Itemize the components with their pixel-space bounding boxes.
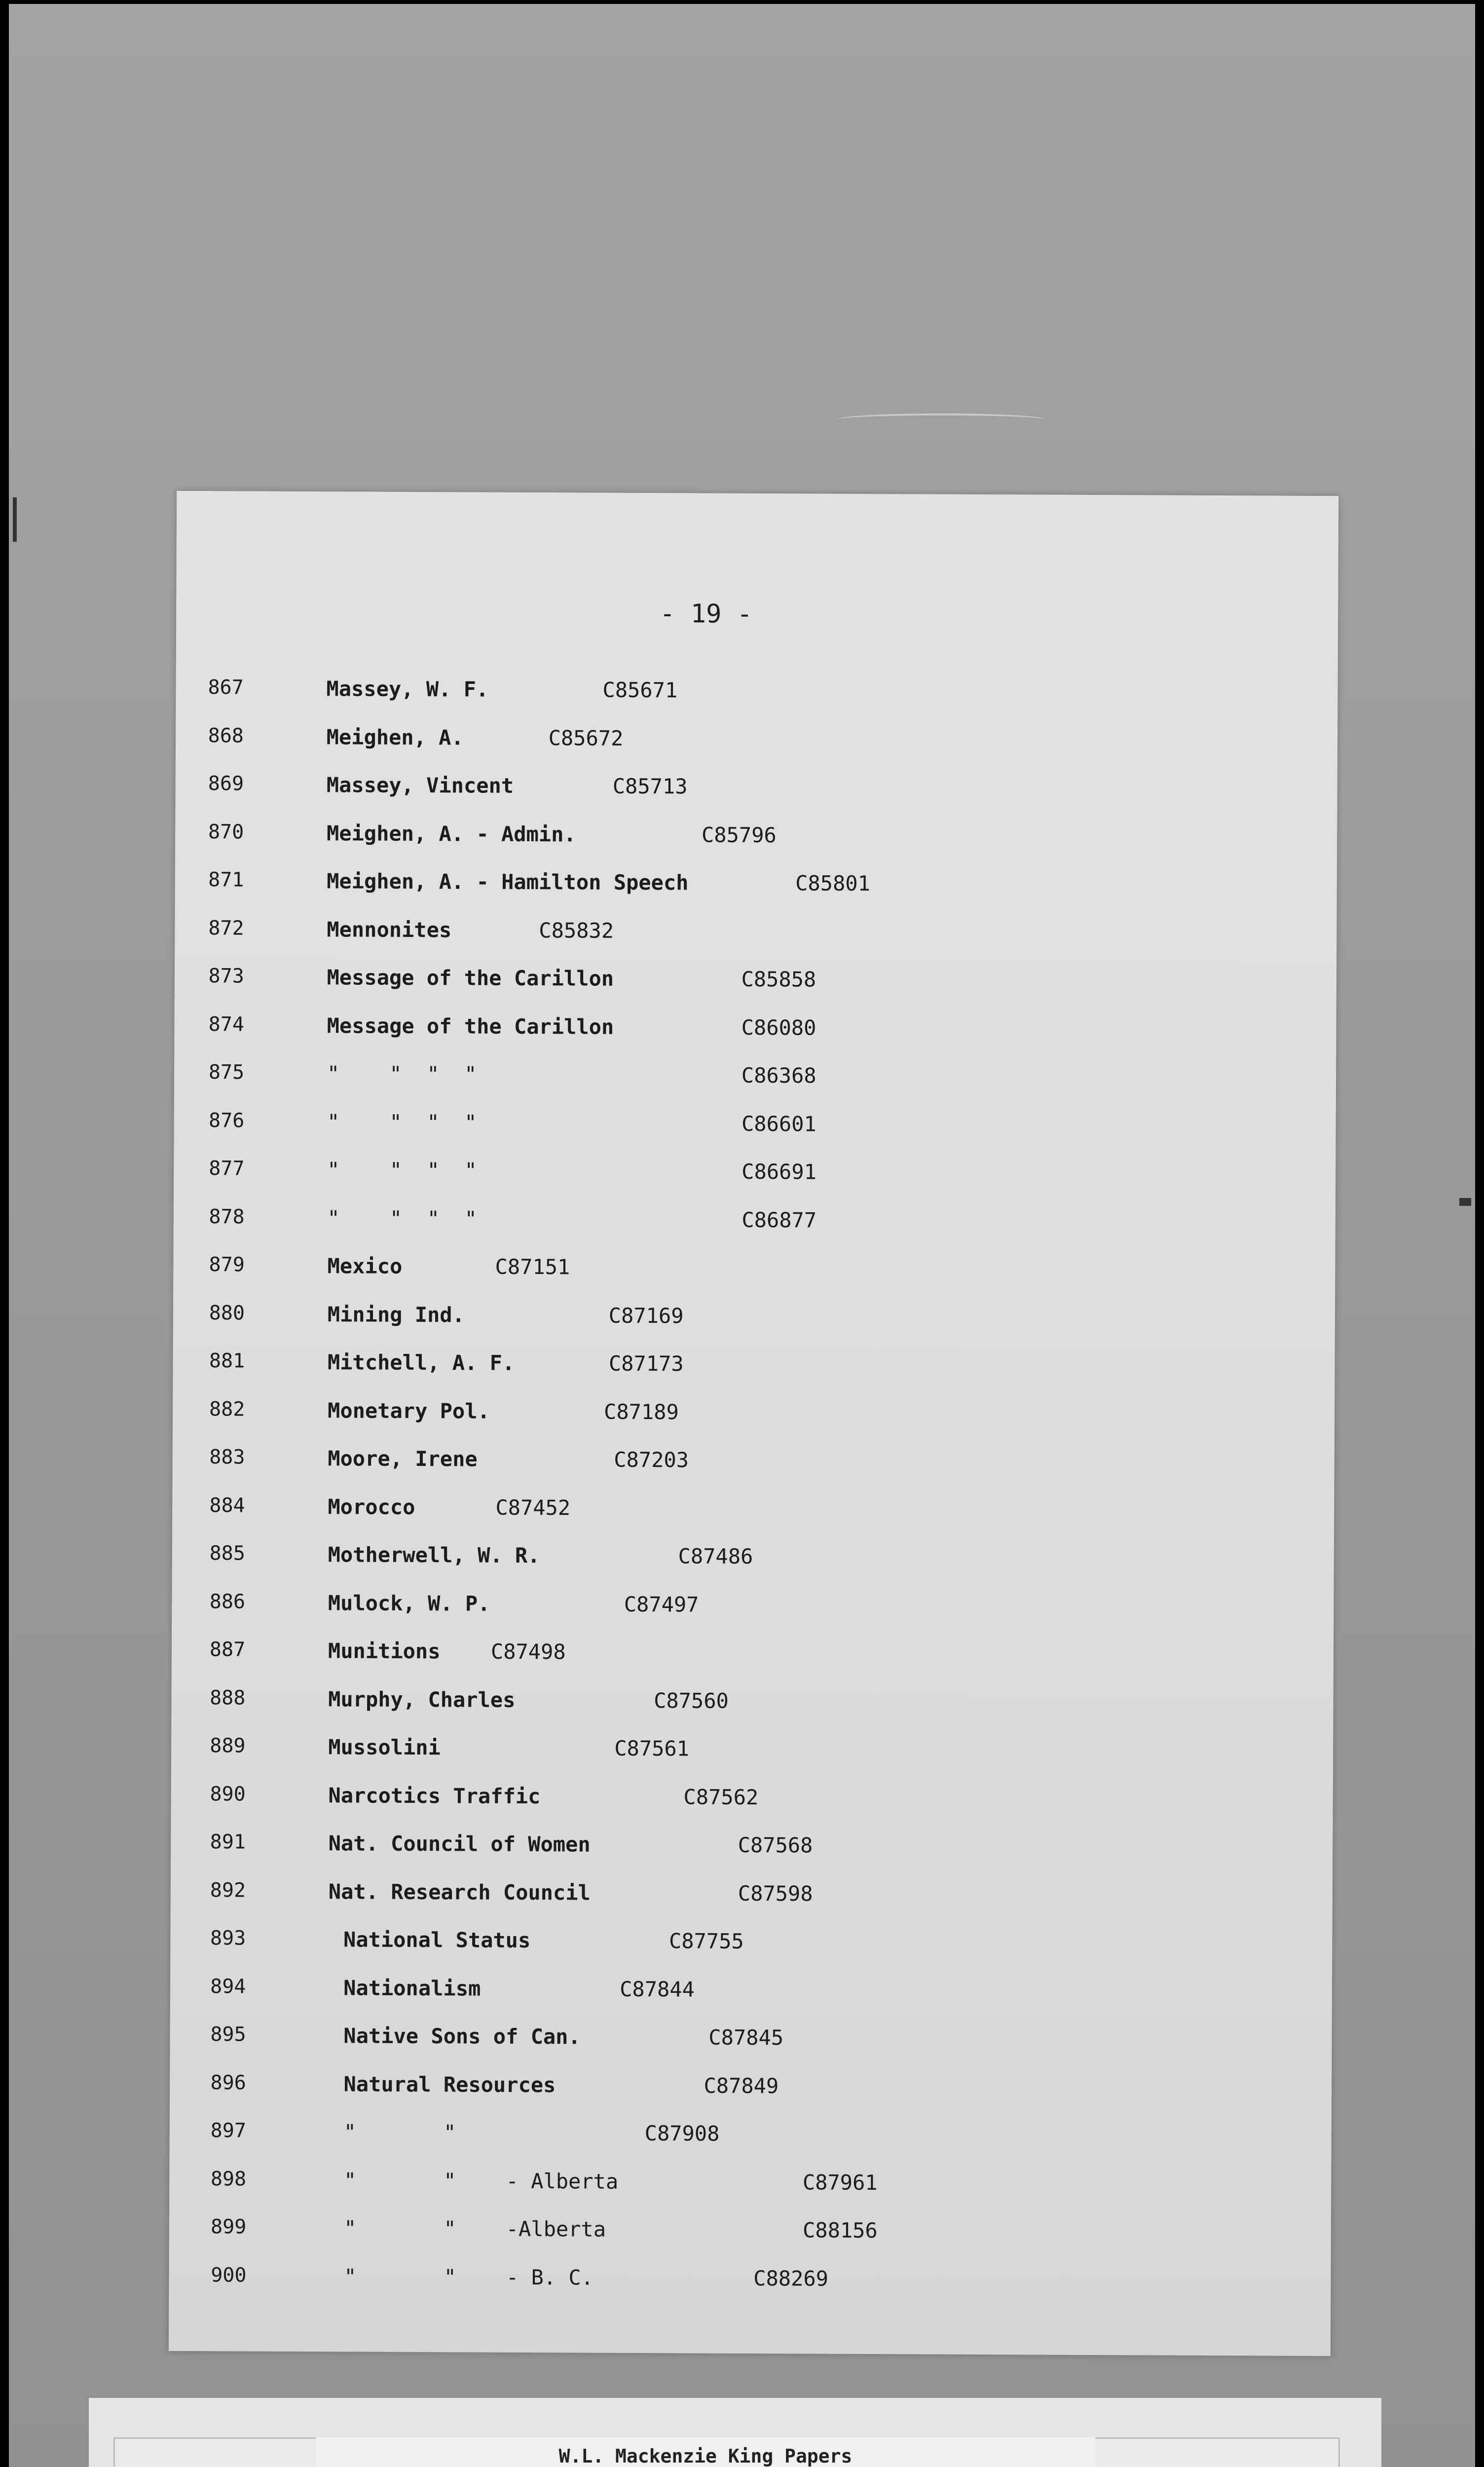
document-entry (209, 1253, 1294, 1293)
document-entry (209, 1205, 1294, 1245)
entry-reference-code: C87961 (802, 2169, 878, 2195)
document-entry (211, 2119, 1296, 2159)
entry-number: 886 (209, 1590, 246, 1613)
entry-reference-code: C87189 (603, 1399, 679, 1424)
entry-number: 892 (210, 1878, 246, 1902)
document-entry (211, 2168, 1296, 2207)
entry-reference-code: C87598 (738, 1881, 813, 1906)
entry-reference-code: C87486 (678, 1544, 753, 1569)
entry-number: 874 (208, 1012, 245, 1036)
entry-subject: Native Sons of Can. (343, 2023, 581, 2049)
entry-reference-code: C85858 (741, 967, 816, 992)
document-entry (210, 2023, 1296, 2062)
document-entry (210, 1879, 1296, 1918)
document-entry (209, 1302, 1295, 1341)
entry-number: 875 (208, 1061, 245, 1084)
entry-number: 889 (210, 1734, 246, 1757)
entry-ditto-marks: " " " " (327, 1205, 477, 1231)
entry-number: 898 (210, 2167, 247, 2191)
entry-subject: Mining Ind. (327, 1302, 465, 1327)
document-entry (208, 868, 1294, 908)
document-entry (209, 1398, 1295, 1437)
entry-subject: Mitchell, A. F. (327, 1350, 515, 1375)
entry-reference-code: C85796 (701, 822, 777, 847)
entry-ditto-marks: " " " " (327, 1061, 477, 1086)
entry-reference-code: C86080 (741, 1015, 816, 1040)
entry-subject: Narcotics Traffic (328, 1783, 541, 1808)
page-number: - 19 - (660, 599, 753, 629)
document-entry (210, 1734, 1295, 1774)
film-edge-mark (1459, 1198, 1471, 1206)
entry-ditto-marks: " " " " (327, 1158, 477, 1183)
entry-reference-code: C86691 (742, 1159, 817, 1184)
entry-reference-code: C85671 (602, 677, 678, 703)
entry-subject: Meighen, A. (326, 724, 464, 749)
entry-reference-code: C87173 (608, 1351, 684, 1376)
entry-ditto-marks: " " " " (327, 1109, 477, 1135)
document-entry (210, 1975, 1296, 2015)
entry-reference-code: C87203 (614, 1447, 689, 1472)
document-entry (209, 1542, 1295, 1581)
entry-subject: Meighen, A. - Admin. (326, 821, 576, 846)
entry-ditto-marks: " " - Alberta (343, 2168, 619, 2194)
entry-number: 883 (209, 1446, 245, 1469)
entry-number: 893 (210, 1927, 246, 1950)
entry-reference-code: C87568 (738, 1832, 813, 1858)
entry-number: 876 (208, 1109, 245, 1132)
entry-number: 899 (210, 2215, 247, 2239)
document-entry (209, 1013, 1294, 1052)
film-scratch (838, 413, 1045, 425)
entry-reference-code: C86601 (741, 1111, 816, 1136)
entry-number: 873 (208, 965, 244, 988)
entry-subject: Mussolini (328, 1735, 441, 1760)
document-entry (208, 821, 1294, 860)
document-entry (209, 1157, 1294, 1196)
document-entry (208, 965, 1294, 1004)
document-entry (209, 1446, 1295, 1485)
entry-subject: Monetary Pol. (328, 1398, 490, 1423)
entry-subject: Message of the Carillon (327, 965, 614, 991)
entry-number: 879 (209, 1253, 245, 1276)
document-entry (209, 1061, 1294, 1100)
entry-subject: Motherwell, W. R. (328, 1542, 540, 1568)
document-entry (210, 1927, 1296, 1966)
entry-number: 887 (209, 1638, 246, 1661)
document-entry (209, 1494, 1295, 1533)
document-page (169, 491, 1338, 2356)
entry-reference-code: C88156 (802, 2218, 878, 2243)
document-entry (210, 1783, 1295, 1822)
entry-reference-code: C87452 (495, 1495, 571, 1520)
entry-reference-code: C87561 (614, 1736, 690, 1761)
entry-reference-code: C87498 (490, 1639, 566, 1664)
entry-number: 878 (209, 1205, 245, 1228)
document-entry (211, 2215, 1296, 2255)
entry-number: 897 (210, 2119, 247, 2142)
entry-number: 871 (208, 868, 244, 892)
entry-subject: Mennonites (327, 917, 452, 942)
entry-reference-code: C87845 (708, 2025, 784, 2050)
entry-reference-code: C86368 (741, 1063, 816, 1088)
collection-slip (316, 2437, 1095, 2467)
entry-subject: Murphy, Charles (328, 1686, 516, 1712)
document-entry (208, 724, 1293, 764)
entry-number: 881 (209, 1349, 245, 1373)
entry-reference-code: C87562 (683, 1784, 759, 1809)
entry-number: 877 (209, 1157, 245, 1180)
entry-reference-code: C85672 (548, 725, 624, 750)
entry-number: 868 (208, 724, 244, 747)
entry-number: 872 (208, 916, 244, 939)
entry-reference-code: C87151 (495, 1254, 570, 1279)
entry-subject: Munitions (328, 1639, 441, 1664)
entry-subject: Massey, Vincent (326, 773, 514, 798)
document-entry (210, 2071, 1296, 2111)
entry-number: 894 (210, 1975, 246, 1998)
entry-subject: Nat. Research Council (328, 1879, 591, 1905)
document-entry (208, 676, 1293, 715)
entry-number: 890 (210, 1782, 246, 1806)
entry-reference-code: C87560 (654, 1688, 729, 1713)
entry-subject: National Status (343, 1927, 531, 1953)
entry-reference-code: C87169 (608, 1303, 684, 1328)
entry-number: 900 (211, 2263, 247, 2287)
entry-reference-code: C86877 (742, 1207, 817, 1233)
entry-subject: Moore, Irene (328, 1446, 478, 1471)
entry-number: 882 (209, 1397, 245, 1421)
entry-subject: Nationalism (343, 1975, 481, 2001)
entry-reference-code: C87849 (704, 2073, 779, 2098)
document-entry (208, 772, 1294, 812)
document-entry (210, 1831, 1295, 1870)
entry-reference-code: C85713 (612, 774, 688, 799)
entry-subject: Natural Resources (343, 2071, 556, 2097)
entry-subject: Mexico (327, 1254, 403, 1278)
film-edge-mark (13, 497, 17, 542)
document-entry (211, 2264, 1296, 2303)
entry-ditto-marks: " " - B. C. (344, 2264, 594, 2290)
entry-number: 869 (208, 772, 244, 795)
entry-number: 888 (210, 1686, 246, 1710)
entry-subject: Message of the Carillon (327, 1013, 614, 1039)
entry-reference-code: C85801 (795, 871, 870, 896)
entry-reference-code: C87908 (644, 2121, 720, 2146)
document-entry (209, 1349, 1295, 1389)
entry-subject: Mulock, W. P. (328, 1590, 490, 1616)
entry-reference-code: C88269 (753, 2266, 829, 2291)
document-entry (209, 1109, 1294, 1149)
entry-number: 880 (209, 1301, 245, 1324)
entry-reference-code: C85832 (539, 918, 614, 943)
entry-number: 884 (209, 1494, 245, 1517)
entry-number: 891 (210, 1831, 246, 1854)
collection-title: W.L. Mackenzie King Papers (558, 2445, 853, 2467)
entry-ditto-marks: " " (343, 2120, 456, 2145)
entry-subject: Nat. Council of Women (328, 1831, 591, 1857)
document-entry (208, 917, 1294, 956)
entry-number: 895 (210, 2023, 246, 2046)
entry-number: 867 (208, 676, 244, 699)
entry-reference-code: C87755 (668, 1929, 744, 1953)
entry-ditto-marks: " " -Alberta (343, 2216, 606, 2242)
entry-reference-code: C87844 (620, 1977, 695, 2001)
entry-number: 896 (210, 2071, 246, 2094)
document-entry (210, 1638, 1295, 1678)
entry-number: 870 (208, 820, 244, 843)
entry-reference-code: C87497 (624, 1592, 699, 1617)
entry-subject: Massey, W. F. (326, 676, 489, 702)
entry-number: 885 (209, 1542, 245, 1565)
document-entry (210, 1590, 1295, 1630)
entry-subject: Morocco (328, 1494, 415, 1519)
entry-subject: Meighen, A. - Hamilton Speech (327, 869, 689, 895)
document-entry (210, 1686, 1295, 1726)
